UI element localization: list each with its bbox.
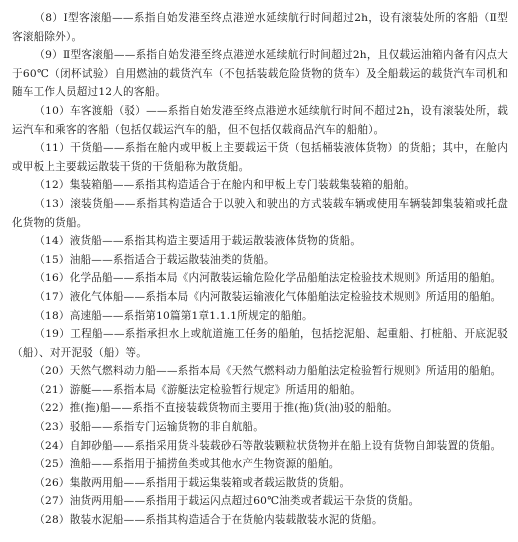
paragraph-high-speed-craft: （18）高速船——系指第10篇第1章1.1.1所规定的船舶。 — [34, 309, 313, 322]
paragraph-oil-cargo-dual-use-ship: （27）油货两用船——系指用于载运闪点超过60℃油类或者载运干杂货的货船。 — [34, 495, 420, 508]
paragraph-type-ii-ro-ro-passenger: （9）Ⅱ型客滚船——系指自始发港至终点港逆水延续航行时间超过2h，且仅载运油箱内备有闪点大于60℃（闭杯试验）自用燃油的载货汽车（不包括装载危险货物的货车）及全船载运的载货汽车司机和随车工作人员超过12人的客船。 — [12, 49, 508, 99]
paragraph-container-ship: （12）集装箱船——系指其构造适合于在舱内和甲板上专门装载集装箱的船舶。 — [34, 179, 416, 192]
paragraph-self-unloading-sand-ship: （24）自卸砂船——系指采用货斗装载砂石等散装颗粒状货物并在船上设有货物自卸装置的货船。 — [34, 439, 502, 452]
paragraph-type-i-ro-ro-passenger: （8）Ⅰ型客滚船——系指自始发港至终点港逆水延续航行时间超过2h，设有滚装处所的客船（Ⅱ型客滚船除外）。 — [12, 12, 508, 43]
paragraph-natural-gas-fuelled-ship: （20）天然气燃料动力船——系指本局《天然气燃料动力船舶法定检验暂行规则》所适用的船舶。 — [34, 365, 502, 378]
paragraph-liquefied-gas-carrier: （17）液化气体船——系指本局《内河散装运输液化气体船舶法定检验技术规则》所适用的船舶。 — [34, 290, 502, 303]
paragraph-oil-tanker: （15）油船——系指适合于载运散装油类的货船。 — [34, 253, 275, 266]
paragraph-yacht: （21）游艇——系指本局《游艇法定检验暂行规定》所适用的船舶。 — [34, 383, 362, 396]
paragraph-bulk-cement-ship: （28）散装水泥船——系指其构造适合于在货舱内装载散装水泥的货船。 — [34, 514, 383, 527]
paragraph-liquid-cargo-ship: （14）液货船——系指其构造主要适用于载运散装液体货物的货船。 — [34, 235, 362, 248]
paragraph-container-bulk-dual-use-ship: （26）集散两用船——系指用于载运集装箱或者载运散货的货船。 — [34, 476, 351, 489]
paragraph-car-passenger-ferry: （10）车客渡船（驳）——系指自始发港至终点港逆水延续航行时间不超过2h，设有滚装处所，载运汽车和乘客的客船（包括仅载运汽车的船，但不包括仅载商品汽车的船舶）。 — [12, 104, 508, 136]
paragraph-dry-cargo-ship: （11）干货船——系指在舱内或甲板上主要载运干货（包括桶装液体货物）的货船；其中，在舱内或甲板上主要载运散装干货的干货船称为散货船。 — [12, 142, 508, 173]
paragraph-chemical-tanker: （16）化学品船——系指本局《内河散装运输危险化学品船舶法定检验技术规则》所适用的船舶。 — [34, 272, 502, 285]
paragraph-push-tow-boat: （22）推(拖)船——系指不直接装载货物而主要用于推(拖)货(油)驳的船舶。 — [34, 402, 398, 415]
paragraph-ro-ro-cargo-ship: （13）滚装货船——系指其构造适合于以驶入和驶出的方式装载车辆或使用车辆装卸集装箱或托盘化货物的货船。 — [12, 197, 508, 229]
paragraph-barge: （23）驳船——系指专门运输货物的非自航船。 — [34, 421, 265, 434]
paragraph-engineering-ship: （19）工程船——系指承担水上或航道施工任务的船舶，包括挖泥船、起重船、打桩船、开底泥驳（船）、对开泥驳（船）等。 — [12, 328, 508, 359]
paragraph-fishing-vessel: （25）渔船——系指用于捕捞鱼类或其他水产生物资源的船舶。 — [34, 458, 340, 471]
